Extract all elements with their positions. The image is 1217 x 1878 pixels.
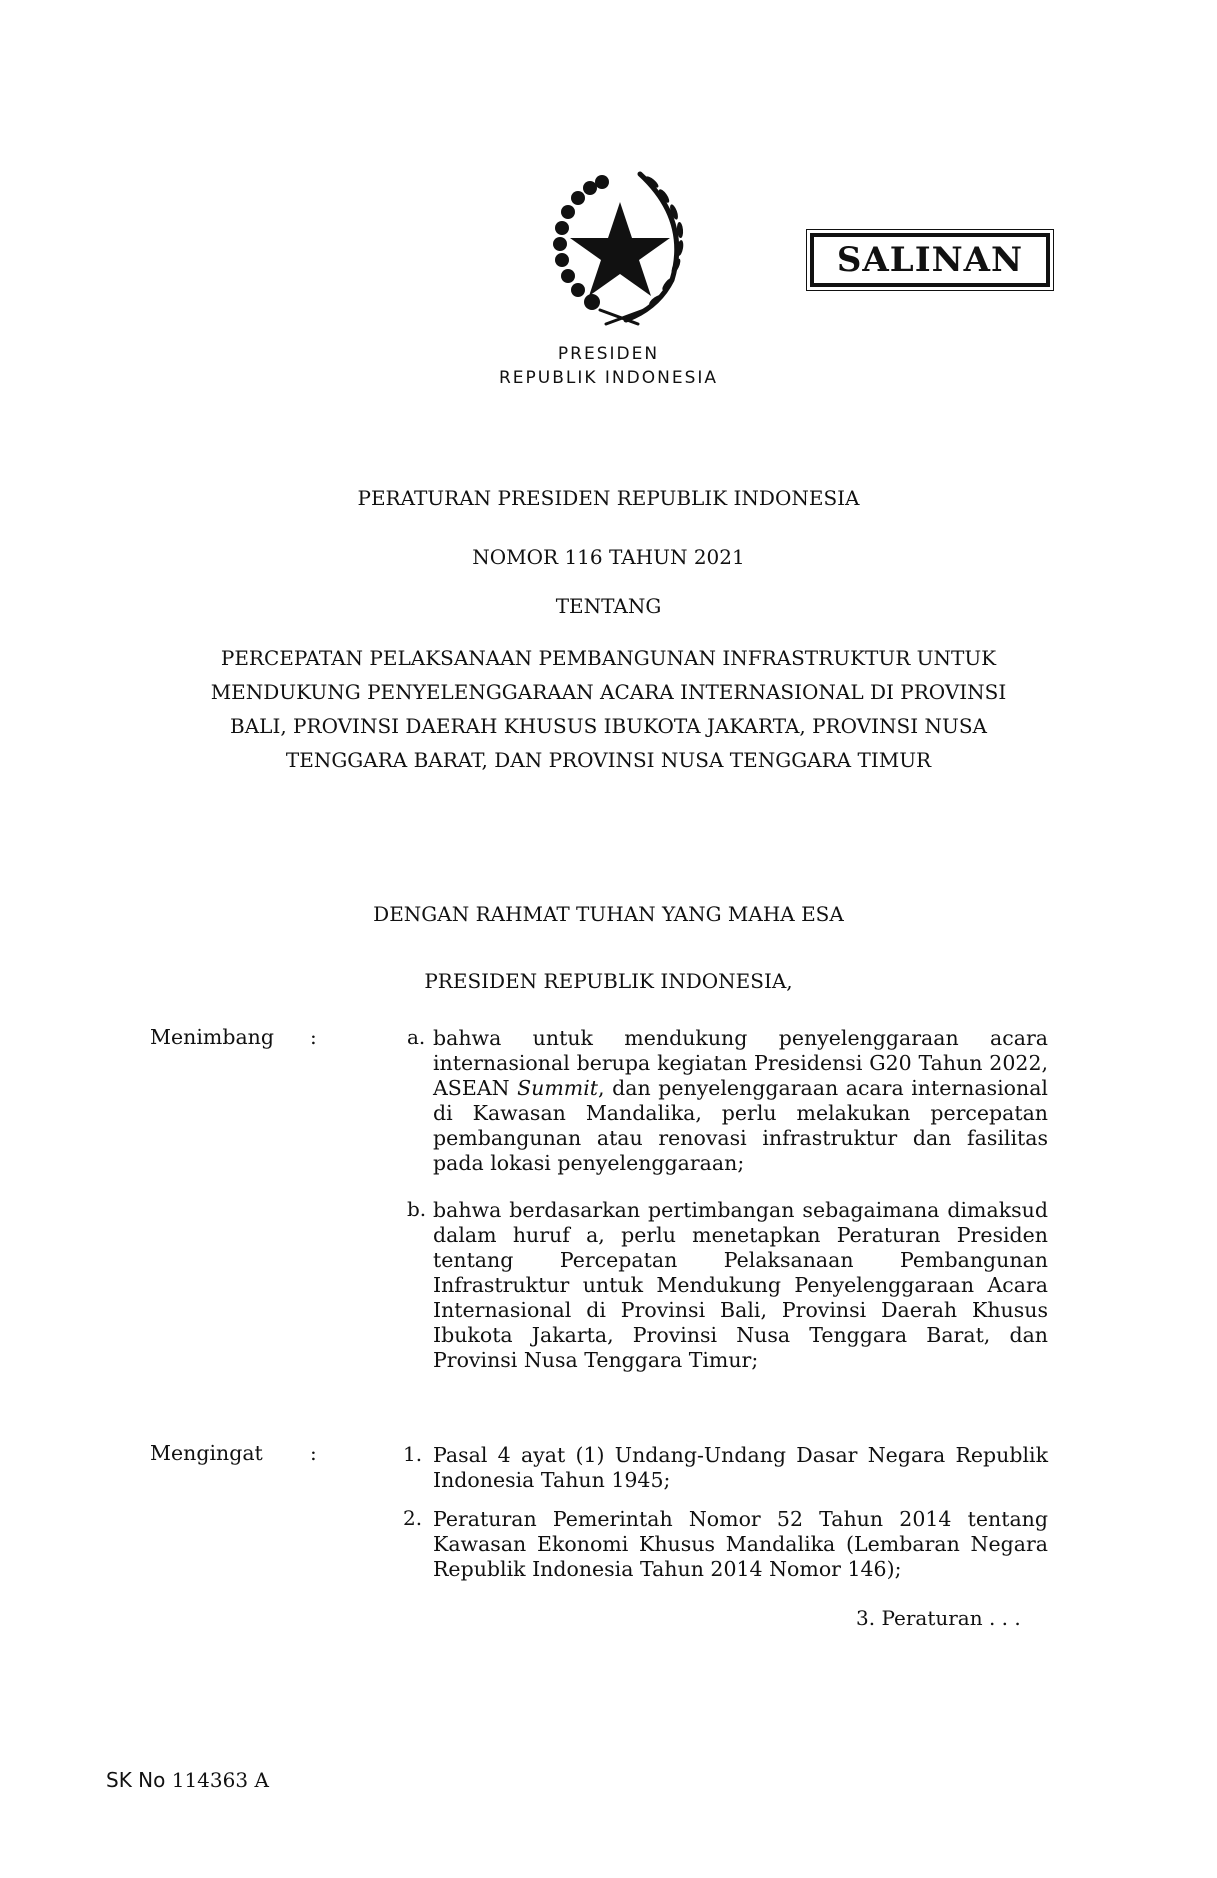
salinan-stamp: SALINAN xyxy=(810,233,1050,287)
regulation-subject xyxy=(140,641,1077,777)
mengingat-item-2: Peraturan Pemerintah Nomor 52 Tahun 2014 tentang Kawasan Ekonomi Khusus Mandalika (Lembaran Negara Republik Indonesia Tahun 2014 Nomor 146); xyxy=(433,1507,1048,1581)
mengingat-colon: : xyxy=(310,1441,317,1465)
regulation-type-heading: PERATURAN PRESIDEN REPUBLIK INDONESIA xyxy=(357,486,860,510)
mengingat-item-marker: 2. xyxy=(403,1506,423,1530)
preamble-divine-grace: DENGAN RAHMAT TUHAN YANG MAHA ESA xyxy=(373,902,844,926)
subject-line: TENGGARA BARAT, DAN PROVINSI NUSA TENGGARA TIMUR xyxy=(285,748,932,772)
menimbang-item-b: bahwa berdasarkan pertimbangan sebagaimana dimaksud dalam huruf a, perlu menetapkan Peraturan Presiden tentang Percepatan Pelaksanaan Pembangunan Infrastruktur untuk Mendukung Penyelenggaraan Acara Internasional di Provinsi Bali, Provinsi Daerah Khusus Ibukota Jakarta, Provinsi Nusa Tenggara Barat, dan Provinsi Nusa Tenggara Timur; xyxy=(433,1198,1048,1372)
menimbang-colon: : xyxy=(310,1025,317,1049)
mengingat-item-marker: 1. xyxy=(403,1442,423,1466)
presiden-label: PRESIDEN xyxy=(557,344,660,364)
menimbang-item-a: bahwa untuk mendukung penyelenggaraan acara internasional berupa kegiatan Presidensi G20 Tahun 2022, ASEAN Summit, dan penyelenggaraan acara internasional di Kawasan Mandalika, perlu melakukan percepatan pembangunan atau renovasi infrastruktur dan fasilitas pada lokasi penyelenggaraan; xyxy=(433,1026,1048,1175)
menimbang-label: Menimbang xyxy=(150,1025,274,1049)
regulation-number-heading: NOMOR 116 TAHUN 2021 xyxy=(472,545,745,569)
subject-line: BALI, PROVINSI DAERAH KHUSUS IBUKOTA JAKARTA, PROVINSI NUSA xyxy=(230,714,987,738)
sk-number: SK No 114363 A xyxy=(106,1768,269,1792)
mengingat-item-1: Pasal 4 ayat (1) Undang-Undang Dasar Negara Republik Indonesia Tahun 1945; xyxy=(433,1443,1048,1492)
subject-line: MENDUKUNG PENYELENGGARAAN ACARA INTERNASIONAL DI PROVINSI xyxy=(210,680,1007,704)
menimbang-item-marker: b. xyxy=(407,1197,427,1221)
tentang-heading: TENTANG xyxy=(555,594,662,618)
page-continuation: 3. Peraturan . . . xyxy=(856,1606,1021,1630)
menimbang-item-marker: a. xyxy=(407,1025,426,1049)
mengingat-label: Mengingat xyxy=(150,1441,263,1465)
preamble-president: PRESIDEN REPUBLIK INDONESIA, xyxy=(424,969,793,993)
subject-line: PERCEPATAN PELAKSANAAN PEMBANGUNAN INFRASTRUKTUR UNTUK xyxy=(220,646,997,670)
italic-term: Summit xyxy=(517,1076,599,1100)
republik-indonesia-label: REPUBLIK INDONESIA xyxy=(498,368,719,388)
presidential-emblem-icon xyxy=(540,160,700,330)
